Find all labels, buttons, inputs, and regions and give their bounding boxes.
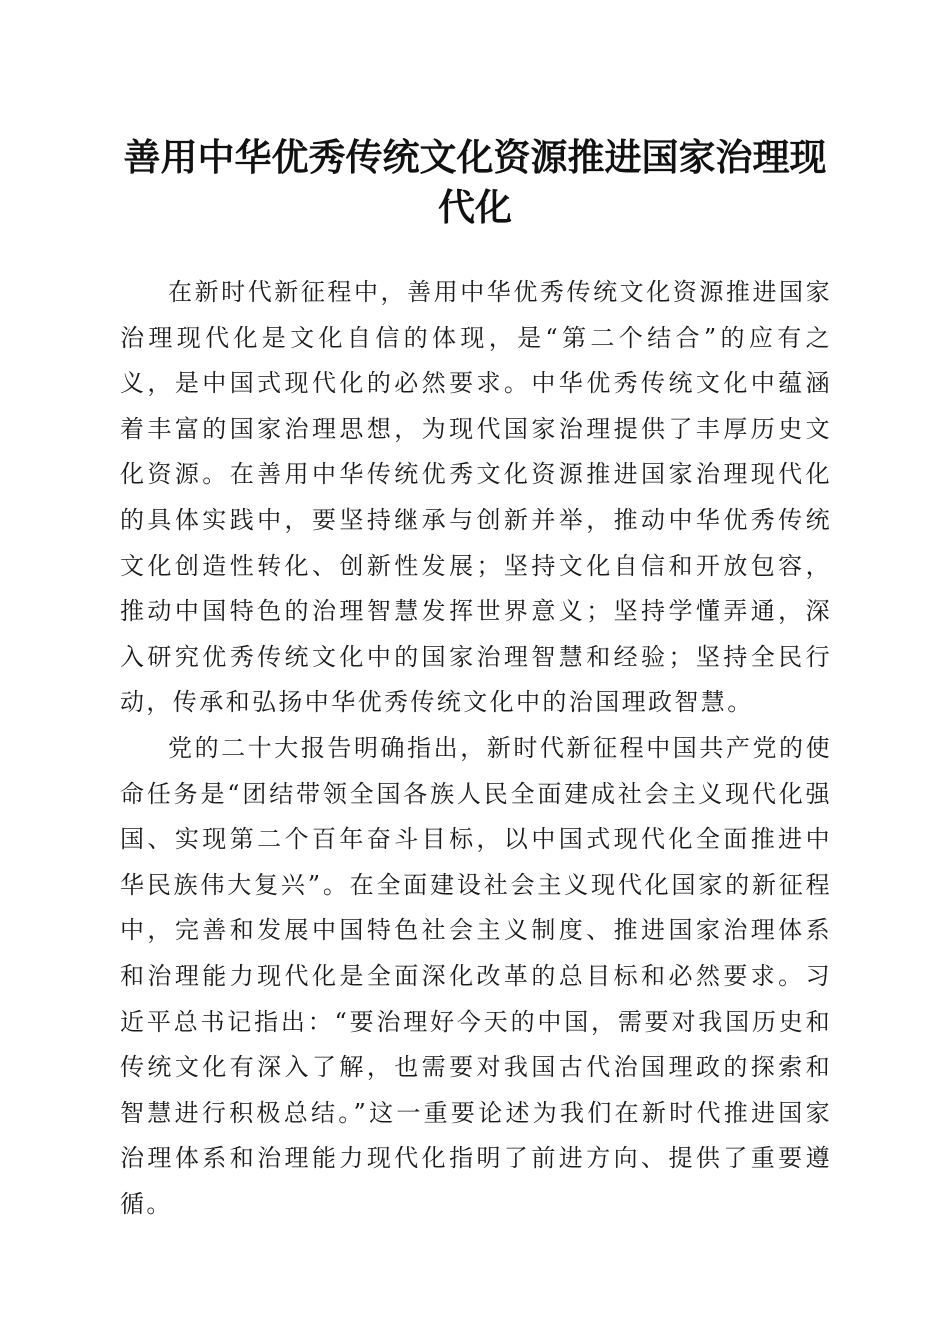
document-title: 善用中华优秀传统文化资源推进国家治理现代化 (123, 135, 827, 229)
paragraph-2: 党的二十大报告明确指出，新时代新征程中国共产党的使命任务是“团结带领全国各族人民全面建成社会主义现代化强国、实现第二个百年奋斗目标，以中国式现代化全面推进中华民族伟大复兴”。在全面建设社会主义现代化国家的新征程中，完善和发展中国特色社会主义制度、推进国家治理体系和治理能力现代化是全面深化改革的总目标和必然要求。习近平总书记指出：“要治理好今天的中国，需要对我国历史和传统文化有深入了解，也需要对我国古代治国理政的探索和智慧进行积极总结。”这一重要论述为我们在新时代推进国家治理体系和治理能力现代化指明了前进方向、提供了重要遵循。 (120, 733, 832, 1218)
paragraph-1: 在新时代新征程中，善用中华优秀传统文化资源推进国家治理现代化是文化自信的体现，是“第二个结合”的应有之义，是中国式现代化的必然要求。中华优秀传统文化中蕴涵着丰富的国家治理思想，为现代国家治理提供了丰厚历史文化资源。在善用中华传统优秀文化资源推进国家治理现代化的具体实践中，要坚持继承与创新并举，推动中华优秀传统文化创造性转化、创新性发展；坚持文化自信和开放包容，推动中国特色的治理智慧发挥世界意义；坚持学懂弄通，深入研究优秀传统文化中的国家治理智慧和经验；坚持全民行动，传承和弘扬中华优秀传统文化中的治国理政智慧。 (120, 278, 832, 717)
document-body (120, 270, 832, 1227)
